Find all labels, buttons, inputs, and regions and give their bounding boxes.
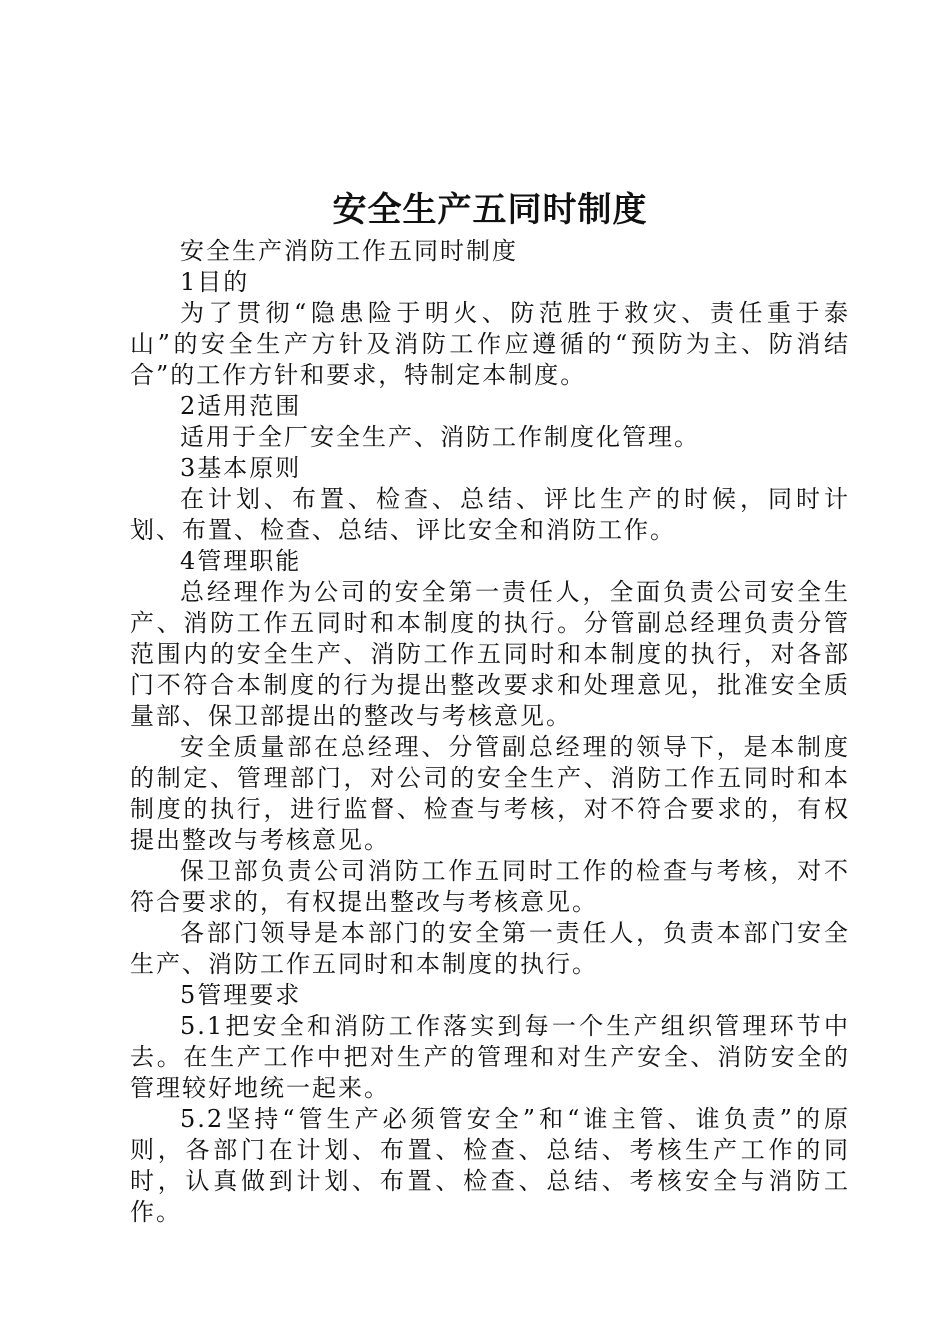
section-heading-purpose: 1目的 — [180, 268, 250, 296]
requirement-5-2-paragraph: 5.2坚持“管生产必须管安全”和“谁主管、谁负责”的原则，各部门在计划、布置、检查、总结、考核生产工作的同时，认真做到计划、布置、检查、总结、考核安全与消防工作。 — [130, 1105, 850, 1226]
purpose-paragraph: 为了贯彻“隐患险于明火、防范胜于救灾、责任重于泰山”的安全生产方针及消防工作应遵循的“预防为主、防消结合”的工作方针和要求，特制定本制度。 — [130, 299, 850, 389]
document-page — [130, 188, 850, 1228]
section-heading-functions: 4管理职能 — [180, 547, 302, 575]
subtitle-paragraph: 安全生产消防工作五同时制度 — [180, 237, 518, 265]
section-heading-principles: 3基本原则 — [180, 454, 302, 482]
principles-paragraph: 在计划、布置、检查、总结、评比生产的时候，同时计划、布置、检查、总结、评比安全和消防工作。 — [130, 485, 850, 544]
functions-paragraph-safety-dept: 安全质量部在总经理、分管副总经理的领导下，是本制度的制定、管理部门，对公司的安全生产、消防工作五同时和本制度的执行，进行监督、检查与考核，对不符合要求的，有权提出整改与考核意见。 — [130, 733, 850, 854]
functions-paragraph-general-manager: 总经理作为公司的安全第一责任人，全面负责公司安全生产、消防工作五同时和本制度的执行。分管副总经理负责分管范围内的安全生产、消防工作五同时和本制度的执行，对各部门不符合本制度的行为提出整改要求和处理意见，批准安全质量部、保卫部提出的整改与考核意见。 — [130, 578, 850, 730]
requirement-5-1-paragraph: 5.1把安全和消防工作落实到每一个生产组织管理环节中去。在生产工作中把对生产的管理和对生产安全、消防安全的管理较好地统一起来。 — [130, 1012, 850, 1102]
section-heading-requirements: 5管理要求 — [180, 981, 302, 1009]
section-heading-scope: 2适用范围 — [180, 392, 302, 420]
document-title: 安全生产五同时制度 — [332, 190, 648, 230]
scope-paragraph: 适用于全厂安全生产、消防工作制度化管理。 — [180, 423, 700, 451]
document-body — [130, 236, 850, 1228]
functions-paragraph-security-dept: 保卫部负责公司消防工作五同时工作的检查与考核，对不符合要求的，有权提出整改与考核意见。 — [130, 857, 850, 916]
functions-paragraph-dept-leaders: 各部门领导是本部门的安全第一责任人，负责本部门安全生产、消防工作五同时和本制度的执行。 — [130, 919, 850, 978]
